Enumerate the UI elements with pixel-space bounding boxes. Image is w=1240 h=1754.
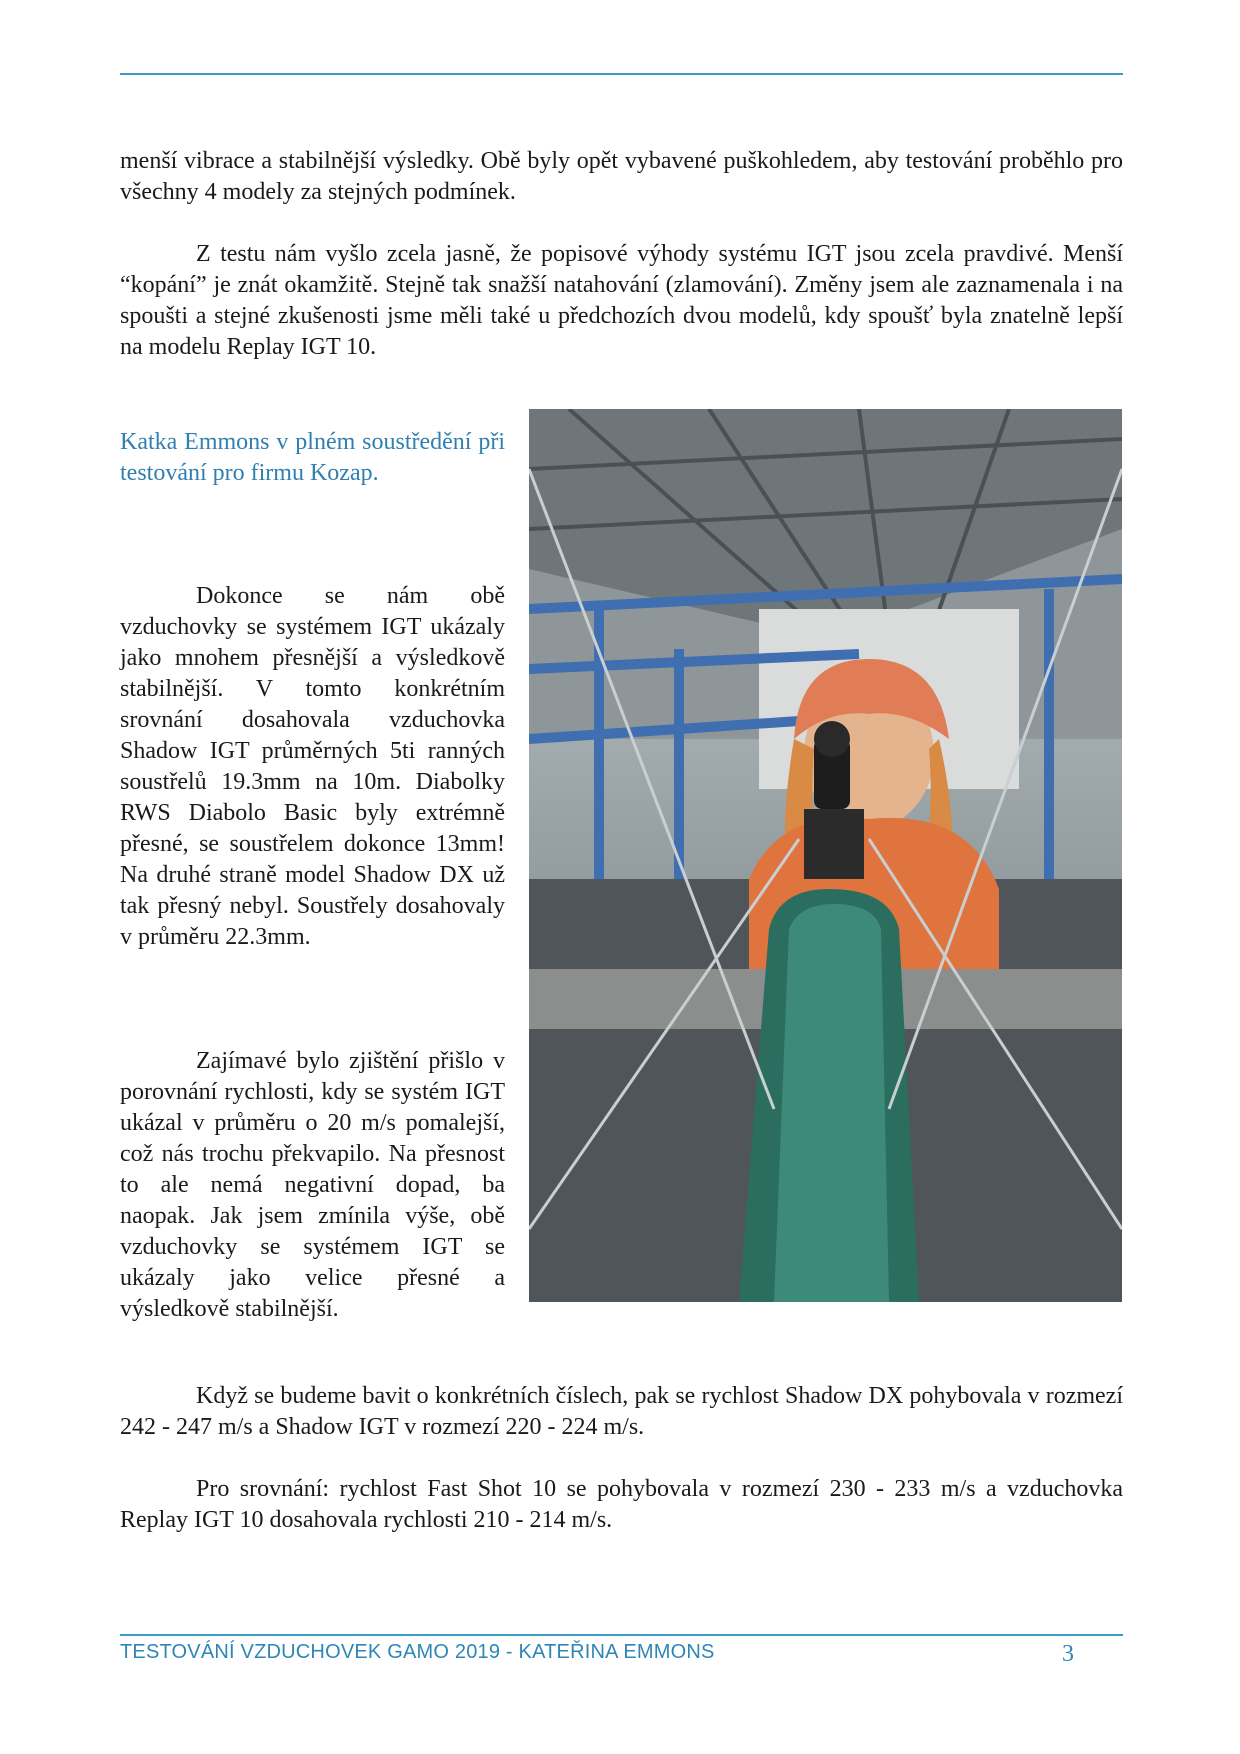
footer-rule: [120, 1634, 1123, 1636]
paragraph-4: Zajímavé bylo zjištění přišlo v porovnání rychlosti, kdy se systém IGT ukázal v průměru o 20 m/s pomalejší, což nás trochu překvapilo. Na přesnost to ale nemá negativní dopad, ba naopak. Jak jsem zmínila výše, obě vzduchovky se systémem IGT se ukázaly jako velice přesné a výsledkově stabilnější.: [120, 1048, 505, 1322]
paragraph-5: Když se budeme bavit o konkrétních číslech, pak se rychlost Shadow DX pohybovala v rozmezí 242 - 247 m/s a Shadow IGT v rozmezí 220 - 224 m/s.: [120, 1383, 1123, 1440]
paragraph-2: Z testu nám vyšlo zcela jasně, že popisové výhody systému IGT jsou zcela pravdivé. Menší “kopání” je znát okamžitě. Stejně tak snažší natahování (zlamování). Změny jsem ale zaznamenala i na spoušti a stejné zkušenosti jsme měli také u předchozích dvou modelů, kdy spoušť byla znatelně lepší na modelu Replay IGT 10.: [120, 241, 1123, 360]
paragraph-6: Pro srovnání: rychlost Fast Shot 10 se pohybovala v rozmezí 230 - 233 m/s a vzduchovka Replay IGT 10 dosahovala rychlosti 210 - 214 m/s.: [120, 1476, 1123, 1533]
page-number: 3: [1062, 1641, 1074, 1667]
shooting-photo: [529, 409, 1122, 1302]
paragraph-1: menší vibrace a stabilnější výsledky. Obě byly opět vybavené puškohledem, aby testování proběhlo pro všechny 4 modely za stejných podmínek.: [120, 148, 1123, 205]
footer-title: TESTOVÁNÍ VZDUCHOVEK GAMO 2019 - KATEŘINA EMMONS: [120, 1641, 715, 1663]
header-rule: [120, 73, 1123, 75]
paragraph-3: Dokonce se nám obě vzduchovky se systémem IGT ukázaly jako mnohem přesnější a výsledkově stabilnější. V tomto konkrétním srovnání dosahovala vzduchovka Shadow IGT průměrných 5ti ranných soustřelů 19.3mm na 10m. Diabolky RWS Diabolo Basic byly extrémně přesné, se soustřelem dokonce 13mm! Na druhé straně model Shadow DX už tak přesný nebyl. Soustřely dosahovaly v průměru 22.3mm.: [120, 583, 505, 950]
photo-caption: Katka Emmons v plném soustředění při testování pro firmu Kozap.: [120, 429, 505, 486]
